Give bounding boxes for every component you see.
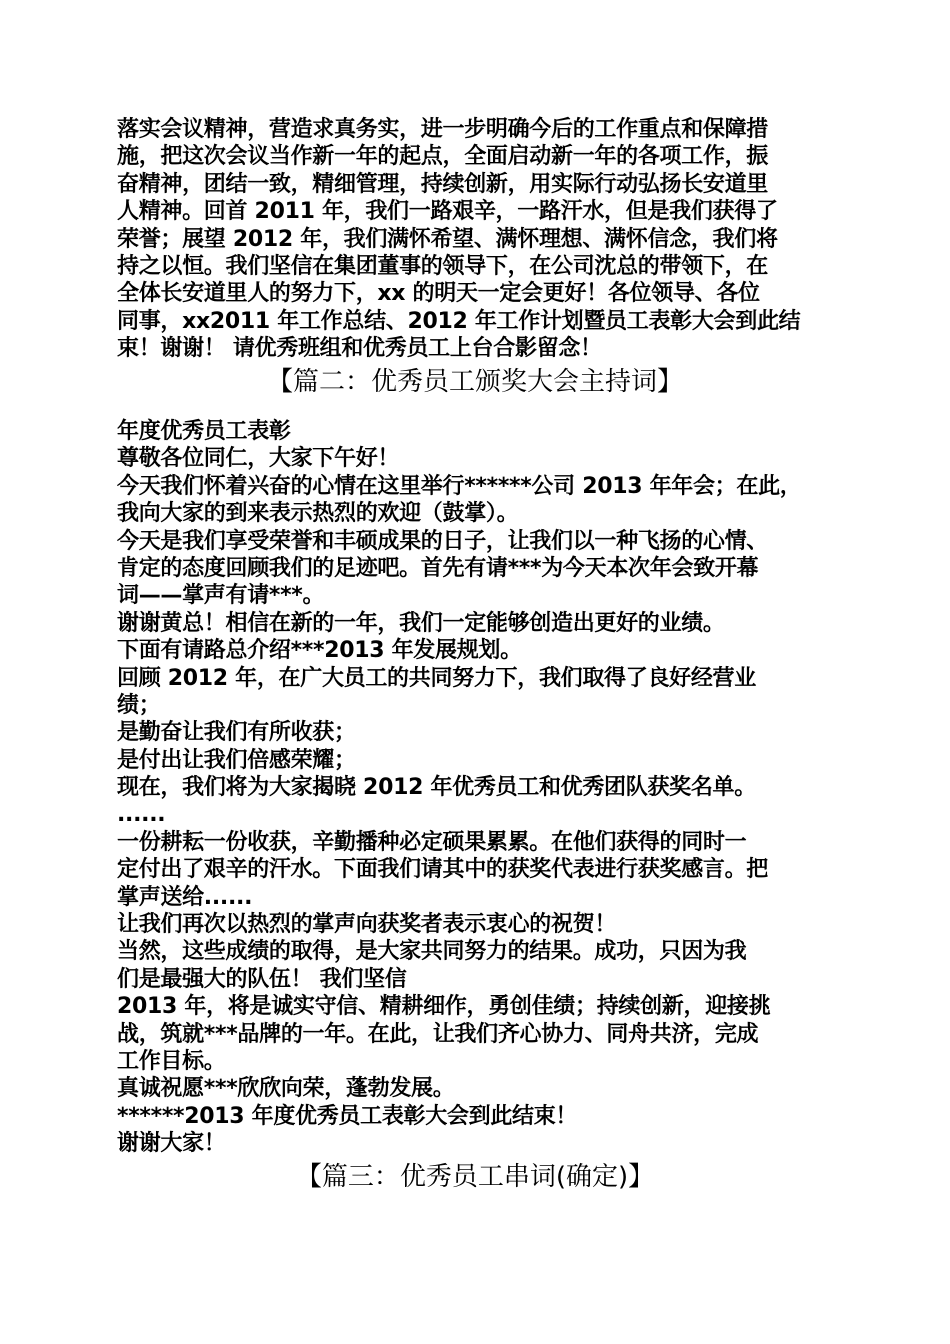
text-line: 2013 年，将是诚实守信、精耕细作，勇创佳绩；持续创新，迎接挑 (117, 994, 771, 1020)
text-line: ...... (117, 802, 166, 828)
paragraph-closing-remarks (117, 116, 837, 363)
text-line: 束！谢谢！ 请优秀班组和优秀员工上台合影留念！ (117, 336, 602, 362)
text-line: 是付出让我们倍感荣耀； (117, 747, 356, 773)
text-line: 下面有请路总介绍***2013 年发展规划。 (117, 638, 522, 664)
text-line: 绩； (117, 692, 161, 718)
text-line: 们是最强大的队伍！ 我们坚信 (117, 966, 407, 992)
text-line: 词——掌声有请***。 (117, 583, 325, 609)
text-line: 现在，我们将为大家揭晓 2012 年优秀员工和优秀团队获奖名单。 (117, 775, 756, 801)
text-line: 施，把这次会议当作新一年的起点，全面启动新一年的各项工作，振 (117, 144, 769, 170)
text-line: 人精神。回首 2011 年，我们一路艰辛，一路汗水，但是我们获得了 (117, 199, 778, 225)
text-line: 尊敬各位同仁，大家下午好！ (117, 446, 400, 472)
text-line: 掌声送给...... (117, 884, 253, 910)
text-line: 今天我们怀着兴奋的心情在这里举行******公司 2013 年年会；在此， (117, 473, 802, 499)
text-line: 奋精神，团结一致，精细管理，持续创新，用实际行动弘扬长安道里 (117, 171, 769, 197)
text-line: 战，筑就***品牌的一年。在此，让我们齐心协力、同舟共济，完成 (117, 1021, 759, 1047)
text-line: 我向大家的到来表示热烈的欢迎（鼓掌）。 (117, 501, 519, 527)
text-line: 持之以恒。我们坚信在集团董事的领导下，在公司沈总的带领下，在 (117, 253, 769, 279)
text-line: 让我们再次以热烈的掌声向获奖者表示衷心的祝贺！ (117, 912, 617, 938)
text-line: 谢谢黄总！相信在新的一年，我们一定能够创造出更好的业绩。 (117, 610, 725, 636)
text-line: 全体长安道里人的努力下，xx 的明天一定会更好！各位领导、各位 (117, 281, 760, 307)
text-line: 落实会议精神，营造求真务实，进一步明确今后的工作重点和保障措 (117, 117, 769, 142)
text-line: 荣誉；展望 2012 年，我们满怀希望、满怀理想、满怀信念，我们将 (117, 226, 778, 252)
paragraph-award-host-script (117, 418, 837, 1158)
text-line: 真诚祝愿***欣欣向荣，蓬勃发展。 (117, 1076, 455, 1102)
text-line: 回顾 2012 年，在广大员工的共同努力下，我们取得了良好经营业 (117, 665, 756, 691)
text-line: 肯定的态度回顾我们的足迹吧。首先有请***为今天本次年会致开幕 (117, 555, 759, 581)
text-line: 同事，xx2011 年工作总结、2012 年工作计划暨员工表彰大会到此结 (117, 308, 801, 334)
text-line: 工作目标。 (117, 1048, 226, 1074)
text-line: 谢谢大家！ (117, 1131, 226, 1157)
text-line: 一份耕耘一份收获，辛勤播种必定硕果累累。在他们获得的同时一 (117, 829, 747, 855)
text-line: 今天是我们享受荣誉和丰硕成果的日子，让我们以一种飞扬的心情、 (117, 528, 769, 554)
section-heading-part-three: 【篇三：优秀员工串词(确定)】 (295, 1162, 655, 1192)
text-line: ******2013 年度优秀员工表彰大会到此结束！ (117, 1103, 578, 1129)
text-line: 年度优秀员工表彰 (117, 419, 291, 444)
section-heading-part-two: 【篇二：优秀员工颁奖大会主持词】 (266, 367, 683, 397)
text-line: 定付出了艰辛的汗水。下面我们请其中的获奖代表进行获奖感言。把 (117, 857, 769, 883)
text-line: 当然，这些成绩的取得，是大家共同努力的结果。成功，只因为我 (117, 939, 747, 965)
text-line: 是勤奋让我们有所收获； (117, 720, 356, 746)
